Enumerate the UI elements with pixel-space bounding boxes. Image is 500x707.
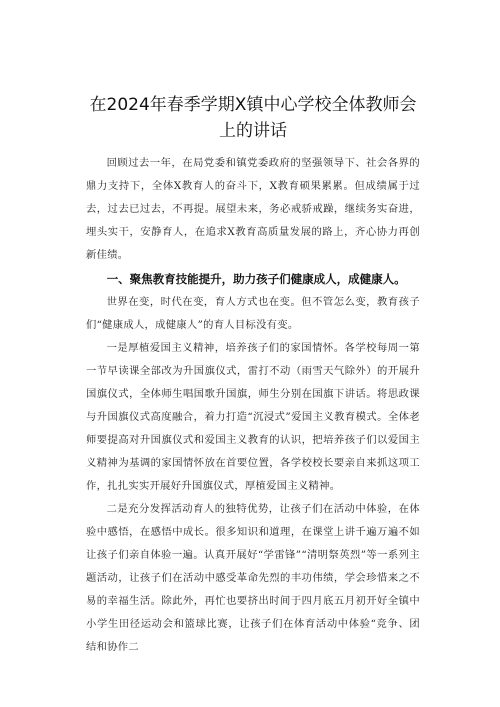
section-heading-1: 一、聚焦教育技能提升，助力孩子们健康成人，成健康人。 [106,272,406,286]
section-1-paragraph-2: 一是厚植爱国主义精神，培养孩子们的家国情怀。各学校每周一第一节早读课全部改为升国旗仪式，雷打不动（雨雪天气除外）的开展升国旗仪式，全体师生唱国歌升国旗，师生分别在国旗下讲话。将思政课与升国旗仪式高度融合，着力打造“沉浸式”爱国主义教育模式。全体老师要提高对升国旗仪式和爱国主义教育的认识，把培养孩子们以爱国主义精神为基调的家国情怀放在首要位置，各学校校长要亲自来抓这项工作，扎扎实实开展好升国旗仪式，厚植爱国主义精神。 [86,342,420,492]
title-line-2: 上的讲话 [219,121,287,141]
document-page [86,92,420,659]
section-1-paragraph-3: 二是充分发挥活动育人的独特优势，让孩子们在活动中体验，在体验中感悟，在感悟中成长。很多知识和道理，在课堂上讲千遍万遍不如让孩子们亲自体验一遍。认真开展好“学雷锋”“清明祭英烈”等一系列主题活动，让孩子们在活动中感受革命先烈的丰功伟绩，学会珍惜来之不易的幸福生活。除此外，再忙也要挤出时间于四月底五月初开好全镇中小学生田径运动会和篮球比赛，让孩子们在体育活动中体验“竞争、团结和协作二 [86,503,420,653]
title-line-1: 在2024年春季学期X镇中心学校全体教师会 [89,95,417,115]
intro-paragraph: 回顾过去一年，在局党委和镇党委政府的坚强领导下、社会各界的鼎力支持下，全体X教育人的奋斗下，X教育硕果累累。但成绩属于过去，过去已过去，不再提。展望未来，务必戒骄戒躁，继续务实奋进，埋头实干，安静育人，在追求X教育高质量发展的路上，齐心协力再创新佳绩。 [86,157,420,261]
document-title [86,92,420,144]
section-1-paragraph-1: 世界在变，时代在变，育人方式也在变。但不管怎么变，教育孩子们“健康成人，成健康人”的育人目标没有变。 [86,296,420,331]
